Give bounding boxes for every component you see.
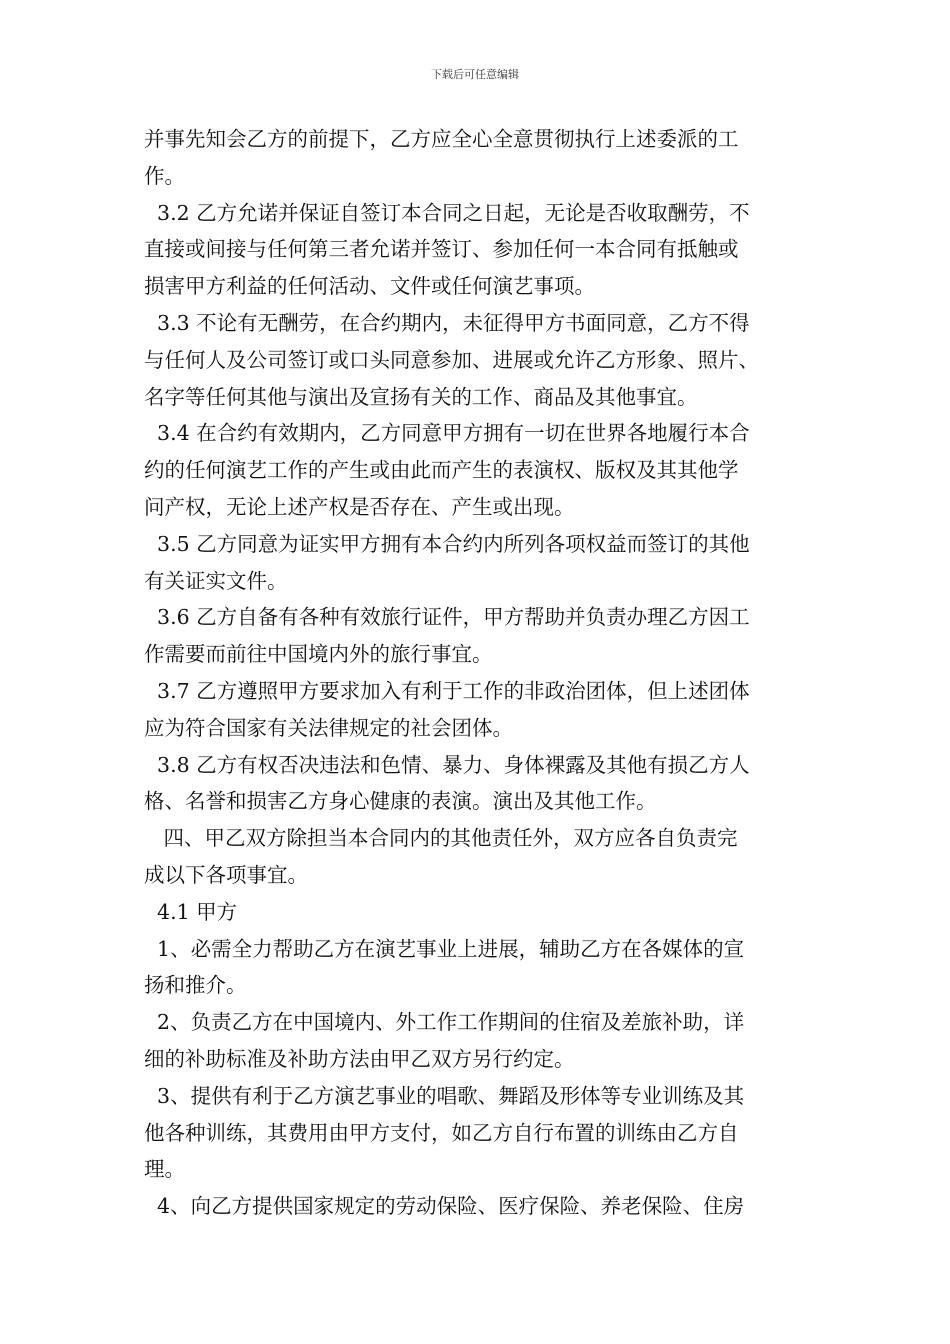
text-line: 理。: [144, 1157, 185, 1182]
text-line: 格、名誉和损害乙方身心健康的表演。演出及其他工作。: [144, 789, 657, 814]
text-line: 损害甲方利益的任何活动、文件或任何演艺事项。: [144, 274, 595, 299]
text-line: 3.6 乙方自备有各种有效旅行证件，甲方帮助并负责办理乙方因工: [144, 605, 750, 630]
text-line: 约的任何演艺工作的产生或由此而产生的表演权、版权及其其他学: [144, 458, 739, 483]
text-line: 3.4 在合约有效期内，乙方同意甲方拥有一切在世界各地履行本合: [144, 421, 750, 446]
text-line: 3.5 乙方同意为证实甲方拥有本合约内所列各项权益而签订的其他: [144, 531, 750, 556]
text-line: 他各种训练，其费用由甲方支付，如乙方自行布置的训练由乙方自: [144, 1120, 739, 1145]
text-line: 3.7 乙方遵照甲方要求加入有利于工作的非政治团体，但上述团体: [144, 678, 750, 703]
text-line: 名字等任何其他与演出及宣扬有关的工作、商品及其他事宜。: [144, 384, 698, 409]
text-line: 成以下各项事宜。: [144, 862, 308, 887]
text-line: 应为符合国家有关法律规定的社会团体。: [144, 715, 513, 740]
page-header-note: 下载后可任意编辑: [431, 68, 519, 81]
text-line: 3.2 乙方允诺并保证自签订本合同之日起，无论是否收取酬劳，不: [144, 200, 750, 225]
text-line: 四、甲乙双方除担当本合同内的其他责任外，双方应各自负责完: [144, 826, 738, 851]
text-line: 细的补助标准及补助方法由甲乙双方另行约定。: [144, 1046, 575, 1071]
text-line: 直接或间接与任何第三者允诺并签订、参加任何一本合同有抵触或: [144, 237, 739, 262]
text-line: 3.8 乙方有权否决违法和色情、暴力、身体裸露及其他有损乙方人: [144, 752, 750, 777]
text-line: 与任何人及公司签订或口头同意参加、进展或允许乙方形象、照片、: [144, 347, 759, 372]
text-line: 3、提供有利于乙方演艺事业的唱歌、舞蹈及形体等专业训练及其: [144, 1083, 745, 1108]
text-line: 作需要而前往中国境内外的旅行事宜。: [144, 642, 493, 667]
text-line: 3.3 不论有无酬劳，在合约期内，未征得甲方书面同意，乙方不得: [144, 310, 750, 335]
document-body: [144, 121, 816, 1225]
text-line: 作。: [144, 163, 185, 188]
text-line: 4.1 甲方: [144, 899, 238, 924]
text-line: 2、负责乙方在中国境内、外工作工作期间的住宿及差旅补助，详: [144, 1010, 745, 1035]
text-line: 1、必需全力帮助乙方在演艺事业上进展，辅助乙方在各媒体的宣: [144, 936, 745, 961]
text-line: 4、向乙方提供国家规定的劳动保险、医疗保险、养老保险、住房: [144, 1194, 745, 1219]
text-line: 问产权，无论上述产权是否存在、产生或出现。: [144, 494, 575, 519]
text-line: 扬和推介。: [144, 973, 247, 998]
text-line: 有关证实文件。: [144, 568, 288, 593]
text-line: 并事先知会乙方的前提下，乙方应全心全意贯彻执行上述委派的工: [144, 127, 739, 151]
